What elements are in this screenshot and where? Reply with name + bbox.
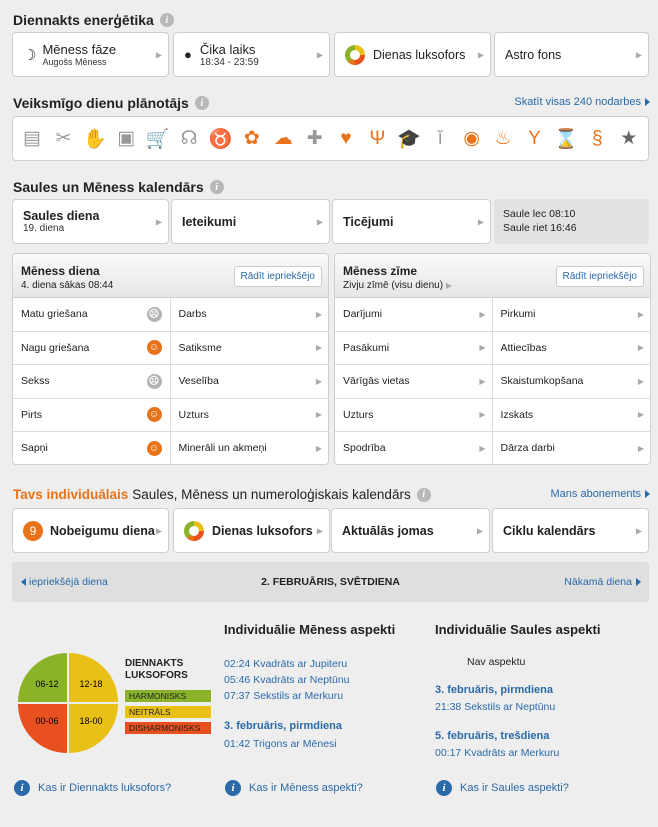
- quadrant-12-18: [69, 653, 118, 702]
- individual-heading: [13, 487, 431, 502]
- chevron-right-icon: ▶: [155, 526, 162, 535]
- my-subscription-link[interactable]: [551, 488, 651, 500]
- show-previous-button[interactable]: Rādīt iepriekšējo: [234, 266, 322, 287]
- traffic-light-icon: [184, 521, 204, 541]
- list-item-label: Veselība: [178, 375, 219, 388]
- list-item-label: Darbs: [178, 308, 207, 321]
- moon-sign-title: Mēness zīme: [343, 264, 418, 278]
- info-icon: i: [14, 780, 30, 796]
- chevron-right-icon: ▶: [477, 50, 484, 59]
- list-item-label: Darījumi: [343, 308, 383, 321]
- scissors-icon[interactable]: ✂: [55, 128, 72, 149]
- list-item-label: Uzturs: [178, 408, 209, 421]
- list-item-label: Sekss: [21, 375, 50, 388]
- question-label: Kas ir Saules aspekti?: [460, 782, 569, 794]
- frown-icon: ☹: [147, 307, 162, 322]
- list-item[interactable]: [171, 365, 329, 399]
- sunrise-time: Saule lec 08:10: [503, 208, 576, 220]
- list-item[interactable]: [335, 399, 493, 433]
- tcika-sub: 18:34 - 23:59: [199, 56, 259, 68]
- quadrant-00-06: [18, 704, 67, 753]
- current-areas-button[interactable]: [331, 508, 490, 553]
- my-subscription-label: Mans abonements: [550, 488, 641, 500]
- quadrant-label: 18-00: [79, 716, 103, 726]
- document-icon[interactable]: ▤: [23, 128, 41, 149]
- day-navigation: [12, 562, 649, 602]
- sun-times: [494, 199, 649, 244]
- individual-title-accent: Tavs individuālais: [13, 487, 129, 502]
- next-day-link[interactable]: [564, 576, 641, 588]
- next-day-label: Nākamā diena: [564, 576, 632, 588]
- hourglass-icon[interactable]: ⌛: [554, 128, 578, 150]
- advice-label: Ieteikumi: [182, 214, 237, 229]
- info-icon: i: [436, 780, 452, 796]
- list-item[interactable]: [13, 432, 171, 465]
- chevron-right-icon: ▶: [637, 376, 644, 386]
- moon-sign-panel: [334, 253, 651, 465]
- planner-title: Veiksmīgo dienu plānotājs: [13, 95, 189, 111]
- chevron-right-icon: ▶: [635, 526, 642, 535]
- day-traffic-light-label: Dienas luksofors: [373, 47, 466, 62]
- info-icon[interactable]: i: [160, 13, 174, 27]
- list-item[interactable]: [493, 432, 651, 465]
- list-item[interactable]: [493, 399, 651, 433]
- chevron-right-icon: ▶: [315, 443, 322, 453]
- question-label: Kas ir Mēness aspekti?: [249, 782, 363, 794]
- heart-icon[interactable]: ♥: [340, 127, 352, 149]
- quadrant-label: 06-12: [35, 679, 59, 689]
- info-icon[interactable]: i: [195, 96, 209, 110]
- question-traffic-light-link[interactable]: [14, 780, 171, 796]
- tcika-button[interactable]: [173, 32, 330, 77]
- sun-aspects-title: Individuālie Saules aspekti: [435, 622, 601, 637]
- energy-heading: [13, 12, 174, 28]
- list-item-label: Sapņi: [21, 442, 48, 455]
- list-item[interactable]: [335, 432, 493, 465]
- astro-background-button[interactable]: [494, 32, 649, 77]
- chevron-right-icon: ▶: [315, 376, 322, 386]
- list-item[interactable]: [13, 365, 171, 399]
- beliefs-label: Ticējumi: [343, 214, 394, 229]
- all-activities-label: Skatīt visas 240 nodarbes: [514, 96, 641, 108]
- aspect-line[interactable]: 05:46 Kvadrāts ar Neptūnu: [224, 674, 350, 686]
- chevron-right-icon: ▶: [316, 50, 323, 59]
- aspect-line[interactable]: 01:42 Trigons ar Mēnesi: [224, 738, 337, 750]
- traffic-title-line1: DIENNAKTS: [125, 658, 184, 669]
- hand-icon[interactable]: ✋: [82, 128, 107, 150]
- legend-item: HARMONISKS: [125, 690, 211, 702]
- info-icon[interactable]: i: [417, 488, 431, 502]
- calendar-title: Saules un Mēness kalendārs: [13, 179, 204, 195]
- chevron-right-icon: ▶: [315, 410, 322, 420]
- chevron-right-icon: ▶: [479, 410, 486, 420]
- sun-aspects-date: 3. februāris, pirmdiena: [435, 684, 553, 696]
- list-item[interactable]: [171, 298, 329, 332]
- cocktail-icon[interactable]: Y: [528, 127, 541, 149]
- moon-aspects-date: 3. februāris, pirmdiena: [224, 720, 342, 732]
- eye-icon[interactable]: ◉: [463, 128, 480, 149]
- moon-day-sub: 4. diena sākas 08:44: [21, 280, 114, 291]
- moon-day-grid: [13, 298, 328, 465]
- list-item-label: Skaistumkopšana: [500, 375, 584, 388]
- cycle-calendar-label: Ciklu kalendārs: [503, 523, 596, 538]
- aspect-line[interactable]: 02:24 Kvadrāts ar Jupiteru: [224, 658, 348, 670]
- cycle-calendar-button[interactable]: [492, 508, 649, 553]
- previous-day-label: iepriekšējā diena: [29, 576, 108, 588]
- moon-day-header: [13, 254, 328, 298]
- drop-icon: ●: [184, 47, 192, 62]
- list-item[interactable]: [335, 332, 493, 366]
- moon-day-panel: [12, 253, 329, 465]
- number-badge: 9: [23, 521, 43, 541]
- list-item[interactable]: [493, 332, 651, 366]
- dragon-icon[interactable]: §: [592, 127, 603, 149]
- list-item-label: Spodrība: [343, 442, 386, 455]
- current-areas-label: Aktuālās jomas: [342, 523, 434, 538]
- energy-title: Diennakts enerģētika: [13, 12, 154, 28]
- moon-aspects-list: [224, 656, 350, 704]
- list-item-label: Pirkumi: [500, 308, 536, 321]
- star-icon[interactable]: ★: [620, 128, 638, 149]
- chevron-right-icon: ▶: [315, 309, 322, 319]
- list-item[interactable]: [171, 332, 329, 366]
- legend-item: NEITRĀLS: [125, 706, 211, 718]
- smile-icon: ☺: [147, 441, 162, 456]
- chevron-right-icon: ▶: [479, 309, 486, 319]
- tcika-title: Čika laiks: [199, 41, 256, 57]
- end-day-label: Nobeigumu diena: [50, 523, 155, 538]
- beliefs-button[interactable]: [332, 199, 491, 244]
- crescent-moon-icon: ☽: [23, 46, 37, 64]
- aspect-line[interactable]: 00:17 Kvadrāts ar Merkuru: [435, 747, 560, 759]
- show-previous-button[interactable]: Rādīt iepriekšējo: [556, 266, 644, 287]
- individual-traffic-light-label: Dienas luksofors: [212, 523, 313, 538]
- arrow-right-icon: [645, 490, 650, 498]
- headphones-icon[interactable]: ☊: [180, 128, 198, 149]
- moon-day-title: Mēness diena: [21, 264, 100, 278]
- list-item-label: Matu griešana: [21, 308, 88, 321]
- chevron-right-icon: ▶: [155, 217, 162, 226]
- moon-phase-title: Mēness fāze: [42, 42, 117, 57]
- list-item[interactable]: [493, 298, 651, 332]
- aspect-line[interactable]: 21:38 Sekstils ar Neptūnu: [435, 701, 556, 713]
- info-icon[interactable]: i: [210, 180, 224, 194]
- chevron-right-icon: ▶: [635, 50, 642, 59]
- list-item[interactable]: [493, 365, 651, 399]
- list-item-label: Minerāli un akmeņi: [178, 442, 267, 455]
- current-date: 2. FEBRUĀRIS, SVĒTDIENA: [261, 576, 400, 588]
- chevron-right-icon: ▶: [479, 343, 486, 353]
- moon-sign-grid: [335, 298, 650, 465]
- planner-heading: [13, 95, 209, 111]
- chevron-right-icon: ▶: [477, 217, 484, 226]
- flower-icon[interactable]: ✿: [243, 128, 260, 149]
- tools-icon[interactable]: Ψ: [369, 127, 386, 149]
- quadrant-18-00: [69, 704, 118, 753]
- chevron-right-icon: ▶: [479, 376, 486, 386]
- info-icon: i: [225, 780, 241, 796]
- medkit-icon[interactable]: ✚: [306, 128, 323, 149]
- tooth-icon[interactable]: ♉: [208, 128, 233, 150]
- question-moon-aspects-link[interactable]: [225, 780, 363, 796]
- list-item[interactable]: [171, 399, 329, 433]
- moon-phase-button[interactable]: [12, 32, 169, 77]
- traffic-light-icon: [345, 45, 365, 65]
- list-item[interactable]: [13, 332, 171, 366]
- list-item-label: Izskats: [500, 408, 534, 421]
- individual-title-rest: Saules, Mēness un numeroloģiskais kalendārs: [132, 487, 411, 502]
- traffic-light-legend: [125, 690, 211, 738]
- moon-aspects-title: Individuālie Mēness aspekti: [224, 622, 396, 637]
- no-aspects-text: Nav aspektu: [467, 656, 526, 668]
- activity-icon-bar: [12, 116, 649, 161]
- list-item-label: Nagu griešana: [21, 341, 90, 354]
- sunset-time: Saule riet 16:46: [503, 222, 577, 234]
- chevron-right-icon: ▶: [316, 526, 323, 535]
- question-label: Kas ir Diennakts luksofors?: [38, 782, 172, 794]
- candle-icon[interactable]: ǐ: [438, 127, 443, 149]
- end-day-button[interactable]: [12, 508, 169, 553]
- sun-day-title: Saules diena: [23, 209, 100, 223]
- chevron-right-icon: ▶: [637, 443, 644, 453]
- traffic-title-line2: LUKSOFORS: [125, 670, 188, 681]
- list-item-label: Pirts: [21, 408, 42, 421]
- list-item-label: Satiksme: [178, 341, 222, 354]
- list-item-label: Vārīgās vietas: [343, 375, 410, 388]
- list-item-label: Dārza darbi: [500, 442, 555, 455]
- sun-day-button[interactable]: [12, 199, 169, 244]
- quadrant-06-12: [18, 653, 67, 702]
- question-sun-aspects-link[interactable]: [436, 780, 569, 796]
- chevron-right-icon: ▶: [155, 50, 162, 59]
- moon-phase-sub: Augošs Mēness: [42, 57, 107, 67]
- list-item-label: Attiecības: [500, 341, 547, 354]
- list-item-label: Uzturs: [343, 408, 374, 421]
- list-item[interactable]: [171, 432, 329, 465]
- chevron-right-icon: ▶: [445, 281, 452, 290]
- chevron-right-icon: ▶: [637, 343, 644, 353]
- legend-item: DISHARMONISKS: [125, 722, 211, 734]
- frown-icon: ☹: [147, 374, 162, 389]
- list-item[interactable]: [335, 298, 493, 332]
- list-item-label: Pasākumi: [343, 341, 390, 354]
- calendar-icon[interactable]: ▣: [117, 128, 136, 149]
- list-item[interactable]: [335, 365, 493, 399]
- traffic-light-chart: [18, 653, 118, 753]
- list-item[interactable]: [13, 298, 171, 332]
- chevron-right-icon: ▶: [637, 309, 644, 319]
- brain-icon[interactable]: ☁: [273, 128, 293, 149]
- calendar-heading: [13, 179, 224, 195]
- sun-aspects-date: 5. februāris, trešdiena: [435, 730, 550, 742]
- chevron-right-icon: ▶: [316, 217, 323, 226]
- moon-sign-header: [335, 254, 650, 298]
- graduation-cap-icon[interactable]: 🎓: [397, 128, 421, 150]
- sun-day-sub: 19. diena: [23, 223, 65, 234]
- arrow-right-icon: [636, 578, 641, 586]
- smile-icon: ☺: [147, 340, 162, 355]
- cart-icon[interactable]: 🛒: [145, 128, 170, 150]
- moon-sign-sub: Zivju zīmē (visu dienu): [343, 280, 444, 291]
- day-traffic-light-button[interactable]: [334, 32, 491, 77]
- advice-button[interactable]: [171, 199, 330, 244]
- chevron-right-icon: ▶: [315, 343, 322, 353]
- list-item[interactable]: [13, 399, 171, 433]
- aspect-line[interactable]: 07:37 Sekstils ar Merkuru: [224, 690, 344, 702]
- quadrant-label: 00-06: [35, 716, 59, 726]
- chevron-right-icon: ▶: [479, 443, 486, 453]
- quadrant-label: 12-18: [79, 679, 103, 689]
- chevron-right-icon: ▶: [476, 526, 483, 535]
- arrow-right-icon: [645, 98, 650, 106]
- massage-icon[interactable]: ♨: [494, 128, 512, 149]
- smile-icon: ☺: [147, 407, 162, 422]
- all-activities-link[interactable]: [514, 96, 650, 108]
- chevron-right-icon: ▶: [637, 410, 644, 420]
- traffic-light-title: [125, 658, 188, 682]
- astro-background-label: Astro fons: [505, 47, 562, 62]
- individual-traffic-light-button[interactable]: [173, 508, 330, 553]
